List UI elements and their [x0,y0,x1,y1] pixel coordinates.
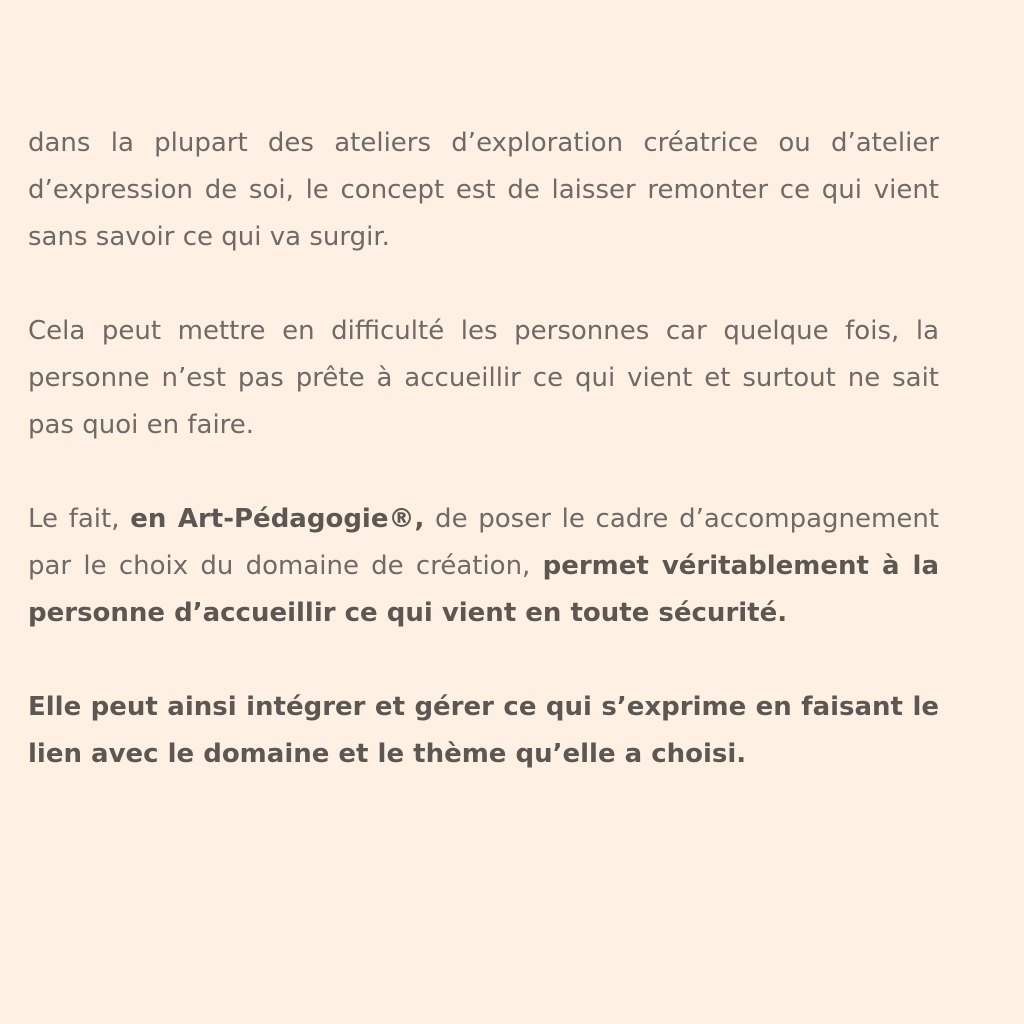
article-body [28,120,939,825]
paragraph-intro: dans la plupart des ateliers d’exploration créatrice ou d’atelier d’expression de soi, le concept est de laisser remonter ce qui vient sans savoir ce qui va surgir. [28,128,939,252]
paragraph-difficulty: Cela peut mettre en difficulté les personnes car quelque fois, la personne n’est pas prête à accueillir ce qui vient et surtout ne sait pas quoi en faire. [28,316,939,440]
security-highlight: permet véritablement à la personne d’accueillir ce qui vient en toute sécurité. [28,551,939,628]
paragraph-art-pedagogie-part2: de poser le cadre d’accompagnement par le choix du domaine de création, [28,504,940,581]
paragraph-art-pedagogie [28,496,939,637]
art-pedagogie-highlight: en Art-Pédagogie®, [130,504,425,534]
paragraph-art-pedagogie-part1: Le fait, [28,504,131,534]
paragraph-conclusion: Elle peut ainsi intégrer et gérer ce qui s’exprime en faisant le lien avec le domaine et le thème qu’elle a choisi. [28,692,939,769]
